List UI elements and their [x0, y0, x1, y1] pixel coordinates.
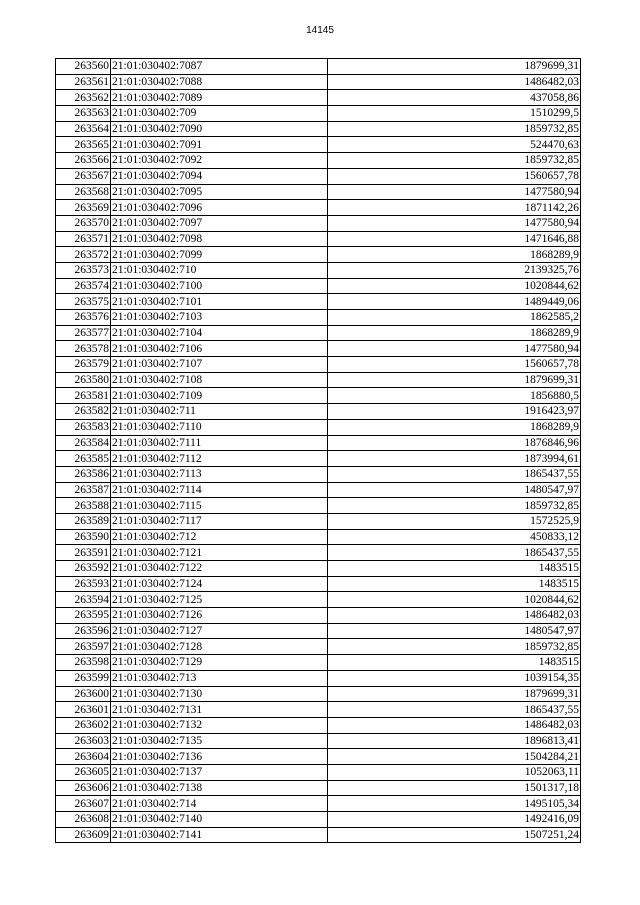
row-number-cell: 263591 [56, 545, 111, 561]
cadastral-number-cell: 21:01:030402:7121 [111, 545, 328, 561]
row-number-cell: 263607 [56, 796, 111, 812]
cadastral-value-cell: 1483515 [328, 576, 581, 592]
table-row [56, 137, 581, 153]
cadastral-number-cell: 21:01:030402:7124 [111, 576, 328, 592]
cadastral-value-cell: 1865437,55 [328, 466, 581, 482]
row-number-cell: 263562 [56, 90, 111, 106]
table-row [56, 168, 581, 184]
cadastral-value-cell: 1486482,03 [328, 74, 581, 90]
cadastral-value-cell: 1052063,11 [328, 764, 581, 780]
table-row [56, 451, 581, 467]
cadastral-number-cell: 21:01:030402:7103 [111, 310, 328, 326]
cadastral-value-cell: 1492416,09 [328, 812, 581, 828]
cadastral-number-cell: 21:01:030402:713 [111, 670, 328, 686]
cadastral-number-cell: 21:01:030402:7129 [111, 655, 328, 671]
cadastral-number-cell: 21:01:030402:7132 [111, 717, 328, 733]
cadastral-value-cell: 1862585,2 [328, 310, 581, 326]
cadastral-value-cell: 1480547,97 [328, 482, 581, 498]
table-row [56, 247, 581, 263]
cadastral-value-cell: 2139325,76 [328, 262, 581, 278]
cadastral-value-cell: 1868289,9 [328, 419, 581, 435]
cadastral-value-cell: 1039154,35 [328, 670, 581, 686]
table-row [56, 498, 581, 514]
row-number-cell: 263565 [56, 137, 111, 153]
cadastral-number-cell: 21:01:030402:7117 [111, 513, 328, 529]
row-number-cell: 263586 [56, 466, 111, 482]
cadastral-value-cell: 1560657,78 [328, 357, 581, 373]
cadastral-number-cell: 21:01:030402:7101 [111, 294, 328, 310]
row-number-cell: 263575 [56, 294, 111, 310]
cadastral-value-cell: 1486482,03 [328, 717, 581, 733]
row-number-cell: 263581 [56, 388, 111, 404]
cadastral-value-cell: 1876846,96 [328, 435, 581, 451]
table-row [56, 310, 581, 326]
table-row [56, 59, 581, 75]
cadastral-number-cell: 21:01:030402:7127 [111, 623, 328, 639]
row-number-cell: 263585 [56, 451, 111, 467]
table-row [56, 90, 581, 106]
row-number-cell: 263604 [56, 749, 111, 765]
row-number-cell: 263577 [56, 325, 111, 341]
cadastral-number-cell: 21:01:030402:7141 [111, 827, 328, 843]
row-number-cell: 263579 [56, 357, 111, 373]
cadastral-value-cell: 1859732,85 [328, 153, 581, 169]
table-row [56, 764, 581, 780]
row-number-cell: 263608 [56, 812, 111, 828]
row-number-cell: 263602 [56, 717, 111, 733]
cadastral-number-cell: 21:01:030402:7095 [111, 184, 328, 200]
cadastral-value-cell: 1879699,31 [328, 59, 581, 75]
page-number: 14145 [306, 25, 334, 36]
row-number-cell: 263594 [56, 592, 111, 608]
row-number-cell: 263570 [56, 215, 111, 231]
cadastral-value-cell: 1495105,34 [328, 796, 581, 812]
cadastral-value-cell: 1471646,88 [328, 231, 581, 247]
row-number-cell: 263569 [56, 200, 111, 216]
cadastral-value-cell: 1868289,9 [328, 325, 581, 341]
row-number-cell: 263568 [56, 184, 111, 200]
cadastral-number-cell: 21:01:030402:7099 [111, 247, 328, 263]
cadastral-number-cell: 21:01:030402:7090 [111, 121, 328, 137]
cadastral-value-cell: 1477580,94 [328, 215, 581, 231]
table-row [56, 561, 581, 577]
cadastral-number-cell: 21:01:030402:7092 [111, 153, 328, 169]
row-number-cell: 263582 [56, 404, 111, 420]
cadastral-value-cell: 1501317,18 [328, 780, 581, 796]
cadastral-value-cell: 1486482,03 [328, 608, 581, 624]
cadastral-value-cell: 450833,12 [328, 529, 581, 545]
table-row [56, 513, 581, 529]
table-row [56, 686, 581, 702]
row-number-cell: 263609 [56, 827, 111, 843]
cadastral-value-cell: 1856880,5 [328, 388, 581, 404]
cadastral-number-cell: 21:01:030402:7088 [111, 74, 328, 90]
cadastral-number-cell: 21:01:030402:710 [111, 262, 328, 278]
table-row [56, 231, 581, 247]
row-number-cell: 263564 [56, 121, 111, 137]
cadastral-number-cell: 21:01:030402:7115 [111, 498, 328, 514]
cadastral-number-cell: 21:01:030402:7091 [111, 137, 328, 153]
cadastral-value-cell: 1020844,62 [328, 278, 581, 294]
table-row [56, 639, 581, 655]
row-number-cell: 263587 [56, 482, 111, 498]
table-row [56, 74, 581, 90]
table-row [56, 670, 581, 686]
cadastral-value-cell: 1859732,85 [328, 639, 581, 655]
table-row [56, 388, 581, 404]
cadastral-number-cell: 21:01:030402:7140 [111, 812, 328, 828]
cadastral-value-cell: 1489449,06 [328, 294, 581, 310]
cadastral-value-cell: 1916423,97 [328, 404, 581, 420]
cadastral-number-cell: 21:01:030402:714 [111, 796, 328, 812]
cadastral-number-cell: 21:01:030402:7130 [111, 686, 328, 702]
table-row [56, 576, 581, 592]
table-row [56, 608, 581, 624]
row-number-cell: 263560 [56, 59, 111, 75]
cadastral-value-cell: 1879699,31 [328, 686, 581, 702]
cadastral-number-cell: 21:01:030402:7089 [111, 90, 328, 106]
cadastral-number-cell: 21:01:030402:7110 [111, 419, 328, 435]
row-number-cell: 263584 [56, 435, 111, 451]
row-number-cell: 263571 [56, 231, 111, 247]
table-row [56, 702, 581, 718]
row-number-cell: 263576 [56, 310, 111, 326]
table-row [56, 357, 581, 373]
table-row [56, 623, 581, 639]
cadastral-number-cell: 21:01:030402:7131 [111, 702, 328, 718]
table-row [56, 121, 581, 137]
cadastral-number-cell: 21:01:030402:7112 [111, 451, 328, 467]
table-row [56, 278, 581, 294]
table-row [56, 529, 581, 545]
cadastral-number-cell: 21:01:030402:712 [111, 529, 328, 545]
cadastral-value-cell: 1483515 [328, 655, 581, 671]
cadastral-number-cell: 21:01:030402:7125 [111, 592, 328, 608]
cadastral-number-cell: 21:01:030402:7087 [111, 59, 328, 75]
table-row [56, 184, 581, 200]
table-row [56, 827, 581, 843]
cadastral-number-cell: 21:01:030402:7113 [111, 466, 328, 482]
row-number-cell: 263598 [56, 655, 111, 671]
table-row [56, 404, 581, 420]
cadastral-value-cell: 1868289,9 [328, 247, 581, 263]
cadastral-value-cell: 1859732,85 [328, 121, 581, 137]
table-row [56, 200, 581, 216]
cadastral-number-cell: 21:01:030402:7126 [111, 608, 328, 624]
cadastral-number-cell: 21:01:030402:7109 [111, 388, 328, 404]
table-row [56, 749, 581, 765]
cadastral-value-cell: 1859732,85 [328, 498, 581, 514]
table-row [56, 341, 581, 357]
row-number-cell: 263572 [56, 247, 111, 263]
row-number-cell: 263593 [56, 576, 111, 592]
cadastral-number-cell: 21:01:030402:7138 [111, 780, 328, 796]
cadastral-value-table [55, 58, 581, 843]
row-number-cell: 263563 [56, 106, 111, 122]
row-number-cell: 263596 [56, 623, 111, 639]
table-row [56, 419, 581, 435]
cadastral-value-cell: 1504284,21 [328, 749, 581, 765]
cadastral-value-cell: 1572525,9 [328, 513, 581, 529]
row-number-cell: 263606 [56, 780, 111, 796]
row-number-cell: 263592 [56, 561, 111, 577]
cadastral-value-cell: 1020844,62 [328, 592, 581, 608]
table-row [56, 796, 581, 812]
table-row [56, 545, 581, 561]
cadastral-number-cell: 21:01:030402:7094 [111, 168, 328, 184]
table-row [56, 592, 581, 608]
cadastral-value-cell: 1865437,55 [328, 702, 581, 718]
row-number-cell: 263580 [56, 372, 111, 388]
cadastral-number-cell: 21:01:030402:7106 [111, 341, 328, 357]
table-row [56, 435, 581, 451]
cadastral-number-cell: 21:01:030402:7111 [111, 435, 328, 451]
cadastral-number-cell: 21:01:030402:7114 [111, 482, 328, 498]
row-number-cell: 263578 [56, 341, 111, 357]
table-row [56, 325, 581, 341]
cadastral-value-cell: 1871142,26 [328, 200, 581, 216]
row-number-cell: 263573 [56, 262, 111, 278]
row-number-cell: 263605 [56, 764, 111, 780]
cadastral-value-cell: 1507251,24 [328, 827, 581, 843]
cadastral-number-cell: 21:01:030402:7097 [111, 215, 328, 231]
cadastral-number-cell: 21:01:030402:7104 [111, 325, 328, 341]
cadastral-number-cell: 21:01:030402:7135 [111, 733, 328, 749]
cadastral-number-cell: 21:01:030402:711 [111, 404, 328, 420]
row-number-cell: 263595 [56, 608, 111, 624]
row-number-cell: 263599 [56, 670, 111, 686]
table-row [56, 372, 581, 388]
cadastral-value-cell: 1865437,55 [328, 545, 581, 561]
cadastral-number-cell: 21:01:030402:7100 [111, 278, 328, 294]
table-body [56, 59, 581, 843]
cadastral-number-cell: 21:01:030402:7136 [111, 749, 328, 765]
table-row [56, 780, 581, 796]
table-row [56, 106, 581, 122]
cadastral-value-cell: 1510299,5 [328, 106, 581, 122]
cadastral-value-cell: 1477580,94 [328, 341, 581, 357]
cadastral-number-cell: 21:01:030402:7122 [111, 561, 328, 577]
table-row [56, 215, 581, 231]
cadastral-number-cell: 21:01:030402:7137 [111, 764, 328, 780]
cadastral-value-cell: 1873994,61 [328, 451, 581, 467]
cadastral-value-cell: 1480547,97 [328, 623, 581, 639]
table-row [56, 294, 581, 310]
table-row [56, 655, 581, 671]
row-number-cell: 263583 [56, 419, 111, 435]
row-number-cell: 263597 [56, 639, 111, 655]
cadastral-value-cell: 437058,86 [328, 90, 581, 106]
row-number-cell: 263574 [56, 278, 111, 294]
row-number-cell: 263567 [56, 168, 111, 184]
cadastral-value-cell: 1483515 [328, 561, 581, 577]
cadastral-value-cell: 1560657,78 [328, 168, 581, 184]
row-number-cell: 263603 [56, 733, 111, 749]
cadastral-number-cell: 21:01:030402:7096 [111, 200, 328, 216]
table-row [56, 733, 581, 749]
row-number-cell: 263561 [56, 74, 111, 90]
row-number-cell: 263600 [56, 686, 111, 702]
row-number-cell: 263590 [56, 529, 111, 545]
row-number-cell: 263566 [56, 153, 111, 169]
row-number-cell: 263588 [56, 498, 111, 514]
table-row [56, 717, 581, 733]
cadastral-number-cell: 21:01:030402:7108 [111, 372, 328, 388]
cadastral-value-cell: 1477580,94 [328, 184, 581, 200]
row-number-cell: 263589 [56, 513, 111, 529]
cadastral-value-cell: 1896813,41 [328, 733, 581, 749]
cadastral-value-cell: 1879699,31 [328, 372, 581, 388]
row-number-cell: 263601 [56, 702, 111, 718]
cadastral-number-cell: 21:01:030402:7128 [111, 639, 328, 655]
table-row [56, 153, 581, 169]
table-row [56, 812, 581, 828]
cadastral-number-cell: 21:01:030402:7107 [111, 357, 328, 373]
cadastral-value-cell: 524470,63 [328, 137, 581, 153]
table-row [56, 482, 581, 498]
cadastral-number-cell: 21:01:030402:7098 [111, 231, 328, 247]
table-row [56, 262, 581, 278]
cadastral-number-cell: 21:01:030402:709 [111, 106, 328, 122]
table-row [56, 466, 581, 482]
